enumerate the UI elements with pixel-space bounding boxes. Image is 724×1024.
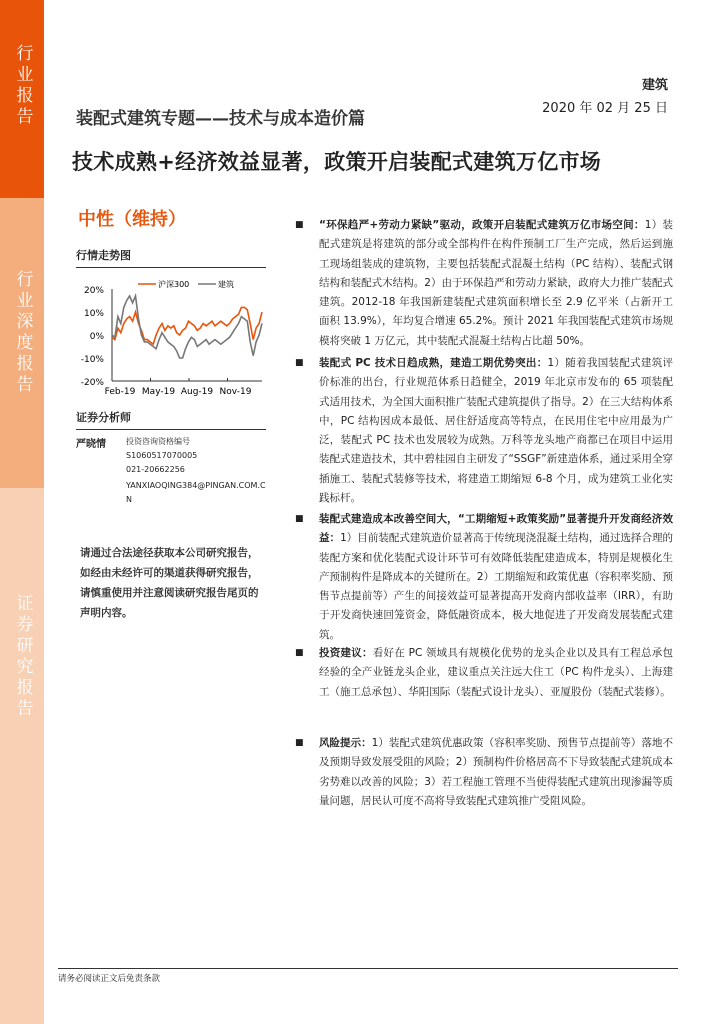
y-tick-label: -10%	[80, 355, 104, 365]
series-line-csi300	[112, 307, 262, 344]
bullet-body: 1）随着我国装配式建筑评价标准的出台，行业规范体系日趋健全，2019 年北京市发布的 65 项装配式适用技术，为全国大面积推广装配式建筑提供了指导。2）在三大结构体系中，PC 结构因成本最低、居住舒适度高等特点，在民用住宅中应用最为广泛，装配式 PC 技术也发展较为成熟。万科等龙头地产商都已在项目中运用装配式建造技术，其中碧桂园自主研发了“SSGF”新建造体系，通过采用全穿插施工、装配式装修等技术，将建造工期缩短 6-8 个月，成为建筑工业化实践标杆。	[319, 357, 673, 505]
bullet-heading: 投资建议：	[319, 647, 373, 659]
footer-note: 请务必阅读正文后免责条款	[58, 974, 161, 984]
phone: 021-20662256	[126, 465, 185, 474]
trend-heading: 行情走势图	[76, 247, 266, 268]
footer-divider	[58, 968, 678, 969]
bullet-point	[295, 510, 673, 645]
bullet-heading: “环保趋严+劳动力紧缺”驱动，政策开启装配式建筑万亿市场空间：	[319, 219, 645, 231]
bullet-body: 1）装配式建筑是将建筑的部分或全部构件在构件预制工厂生产完成，然后运到施工现场组装成的建筑物，主要包括装配式混凝土结构（PC 结构）、装配式钢结构和装配式木结构。2）由于环保趋严和劳动力紧缺，政府大力推广装配式建筑。2012-18 年我国新建装配式建筑面积增长至 2.9 亿平米（占新开工面积 13.9%），年均复合增速 65.2%。预计 2021 年我国装配式建筑市场规模将突破 1 万亿元，其中装配式混凝土结构占比超 50%。	[319, 219, 673, 347]
market-trend-chart	[72, 272, 272, 402]
analyst-heading: 证券分析师	[76, 409, 266, 430]
email[interactable]: YANXIAOQING384@PINGAN.COM.CN	[126, 481, 266, 504]
sidebar-tab-industry-depth	[0, 198, 44, 488]
analyst-name: 严晓情	[76, 439, 106, 450]
x-tick-label: Aug-19	[180, 387, 214, 397]
y-tick-label: -20%	[80, 378, 104, 388]
y-tick-label: 20%	[83, 286, 104, 296]
legend-label: 沪深300	[158, 280, 190, 289]
bullet-square-icon: ■	[295, 358, 304, 368]
series-line-construction	[112, 296, 262, 358]
bullet-heading: 装配式建造成本改善空间大，“工期缩短+政策奖励”显著提升开发商经济效益：	[319, 513, 673, 545]
bullet-square-icon: ■	[295, 514, 304, 524]
cert-label: 投资咨询资格编号	[126, 437, 190, 446]
bullet-heading: 风险提示：	[319, 737, 372, 749]
bullet-body: 1）目前装配式建筑造价显著高于传统现浇混凝土结构，通过选择合理的装配方案和优化装配式设计环节可有效降低装配建造成本，特别是规模化生产预制构件是降成本的关键所在。2）工期缩短和政策优惠（容积率奖励、预售节点提前等）产生的间接效益可显著提高开发商内部收益率（IRR），有助于开发商快速回笼资金，降低融资成本，极大地促进了开发商发展装配式建筑。	[319, 532, 674, 641]
bullet-body: 1）装配式建筑优惠政策（容积率奖励、预售节点提前等）落地不及预期导致发展受阻的风险；2）预制构件价格居高不下导致装配式建筑成本劣势难以改善的风险；3）若工程施工管理不当使得装配式建筑出现渗漏等质量问题，居民认可度不高将导致装配式建筑推广受阻风险。	[319, 737, 673, 807]
y-tick-label: 10%	[83, 309, 104, 319]
bullet-point	[295, 354, 673, 508]
x-tick-label: May-19	[141, 387, 176, 397]
sidebar-label: 行业深度报告	[12, 270, 33, 396]
bullet-text	[319, 354, 673, 508]
bullet-text	[319, 510, 673, 645]
bullet-body: 看好在 PC 领域具有规模化优势的龙头企业以及具有工程总承包经验的全产业链龙头企业，建议重点关注远大住工（PC 构件龙头）、上海建工（施工总承包）、华阳国际（装配式设计龙头）、亚厦股份（装配式装修）。	[319, 647, 674, 698]
bullet-text	[319, 216, 673, 351]
sidebar-tab-industry-report	[0, 0, 44, 198]
report-date: 2020 年 02 月 25 日	[542, 101, 668, 116]
sidebar-tab-securities-research	[0, 488, 44, 1024]
sidebar-label: 行业报告	[12, 44, 33, 128]
bullet-square-icon: ■	[295, 220, 304, 230]
bullet-text	[319, 644, 673, 702]
sidebar-label: 证券研究报告	[12, 594, 33, 720]
rating: 中性（维持）	[78, 209, 186, 230]
bullet-text	[319, 734, 673, 811]
x-tick-label: Feb-19	[104, 387, 136, 397]
bullet-point	[295, 644, 673, 702]
y-tick-label: 0%	[89, 332, 104, 342]
x-tick-label: Nov-19	[219, 387, 252, 397]
bullet-square-icon: ■	[295, 648, 304, 658]
report-title: 技术成熟+经济效益显著，政策开启装配式建筑万亿市场	[72, 150, 602, 174]
bullet-point	[295, 734, 673, 811]
report-subtitle: 装配式建筑专题——技术与成本造价篇	[76, 109, 365, 129]
bullet-heading: 装配式 PC 技术日趋成熟，建造工期优势突出：	[319, 357, 548, 369]
bullet-point	[295, 216, 673, 351]
cert-number: S1060517070005	[126, 451, 198, 460]
sector-label: 建筑	[641, 78, 668, 93]
disclaimer: 请通过合法途径获取本公司研究报告，如经由未经许可的渠道获得研究报告，请慎重使用并注意阅读研究报告尾页的声明内容。	[80, 547, 259, 619]
bullet-square-icon: ■	[295, 738, 304, 748]
legend-label: 建筑	[218, 280, 234, 289]
